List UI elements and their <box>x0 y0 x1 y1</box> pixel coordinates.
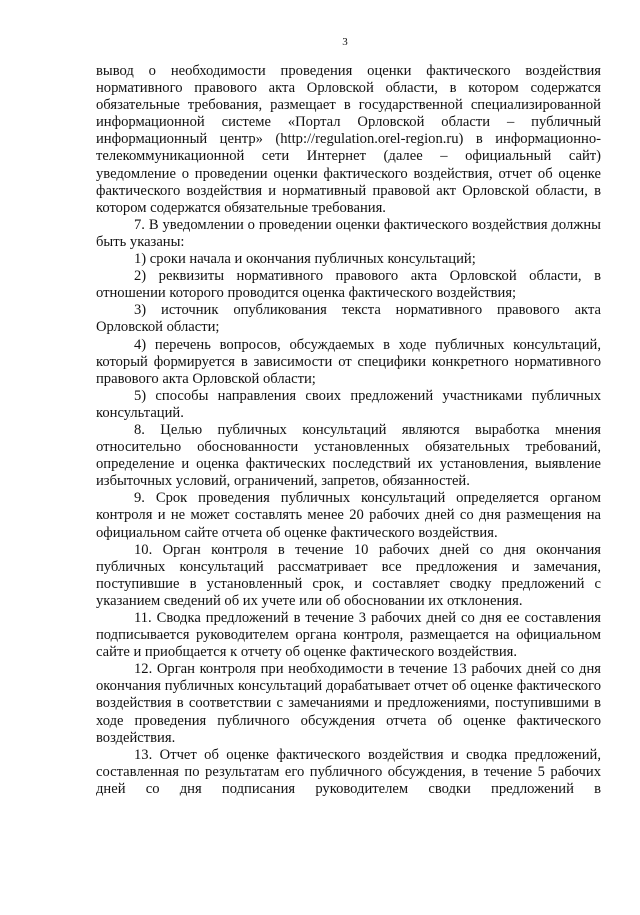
paragraph-7-item-5: 5) способы направления своих предложений участниками публичных консультаций. <box>96 387 601 421</box>
paragraph-intro: вывод о необходимости проведения оценки фактического воздействия нормативного правового акта Орловской области, в котором содержатся обязательные требования, размещает в государственной специализированной информационной системе «Портал Орловской области – публичный информационный центр» (http://regulation.orel-region.ru) в информационно-телекоммуникационной сети Интернет (далее – официальный сайт) уведомление о проведении оценки фактического воздействия, отчет об оценке фактического воздействия и нормативный правовой акт Орловской области, в котором содержатся обязательные требования. <box>96 63 601 216</box>
paragraph-7-item-1: 1) сроки начала и окончания публичных консультаций; <box>134 251 476 268</box>
paragraph-9: 9. Срок проведения публичных консультаций определяется органом контроля и не может составлять менее 20 рабочих дней со дня размещения на официальном сайте отчета об оценке фактического воздействия. <box>96 490 601 541</box>
paragraph-7-item-3: 3) источник опубликования текста нормативного правового акта Орловской области; <box>96 302 601 336</box>
document-body <box>96 63 601 798</box>
paragraph-13: 13. Отчет об оценке фактического воздействия и сводка предложений, составленная по результатам его публичного обсуждения, в течение 5 рабочих дней со дня подписания руководителем сводки предложений в <box>96 746 601 797</box>
paragraph-7-item-2: 2) реквизиты нормативного правового акта Орловской области, в отношении которого проводится оценка фактического воздействия; <box>96 268 601 302</box>
paragraph-7: 7. В уведомлении о проведении оценки фактического воздействия должны быть указаны: <box>96 216 601 250</box>
paragraph-10: 10. Орган контроля в течение 10 рабочих дней со дня окончания публичных консультаций рассматривает все предложения и замечания, поступившие в установленный срок, и составляет сводку предложений с указанием сведений об их учете или об обосновании их отклонения. <box>96 541 601 609</box>
paragraph-8: 8. Целью публичных консультаций являются выработка мнения относительно обоснованности установленных обязательных требований, определение и оценка фактических последствий их установления, выявление избыточных условий, ограничений, запретов, обязанностей. <box>96 421 601 490</box>
paragraph-12: 12. Орган контроля при необходимости в течение 13 рабочих дней со дня окончания публичных консультаций дорабатывает отчет об оценке фактического воздействия в соответствии с замечаниями и предложениями, поступившими в ходе проведения публичного обсуждения отчета об оценке фактического воздействия. <box>96 661 601 746</box>
page-number: 3 <box>342 36 348 48</box>
paragraph-11: 11. Сводка предложений в течение 3 рабочих дней со дня ее составления подписывается руководителем органа контроля, размещается на официальном сайте и приобщается к отчету об оценке фактического воздействия. <box>96 610 601 661</box>
paragraph-7-item-4: 4) перечень вопросов, обсуждаемых в ходе публичных консультаций, который формируется в зависимости от специфики конкретного нормативного правового акта Орловской области; <box>96 336 601 387</box>
